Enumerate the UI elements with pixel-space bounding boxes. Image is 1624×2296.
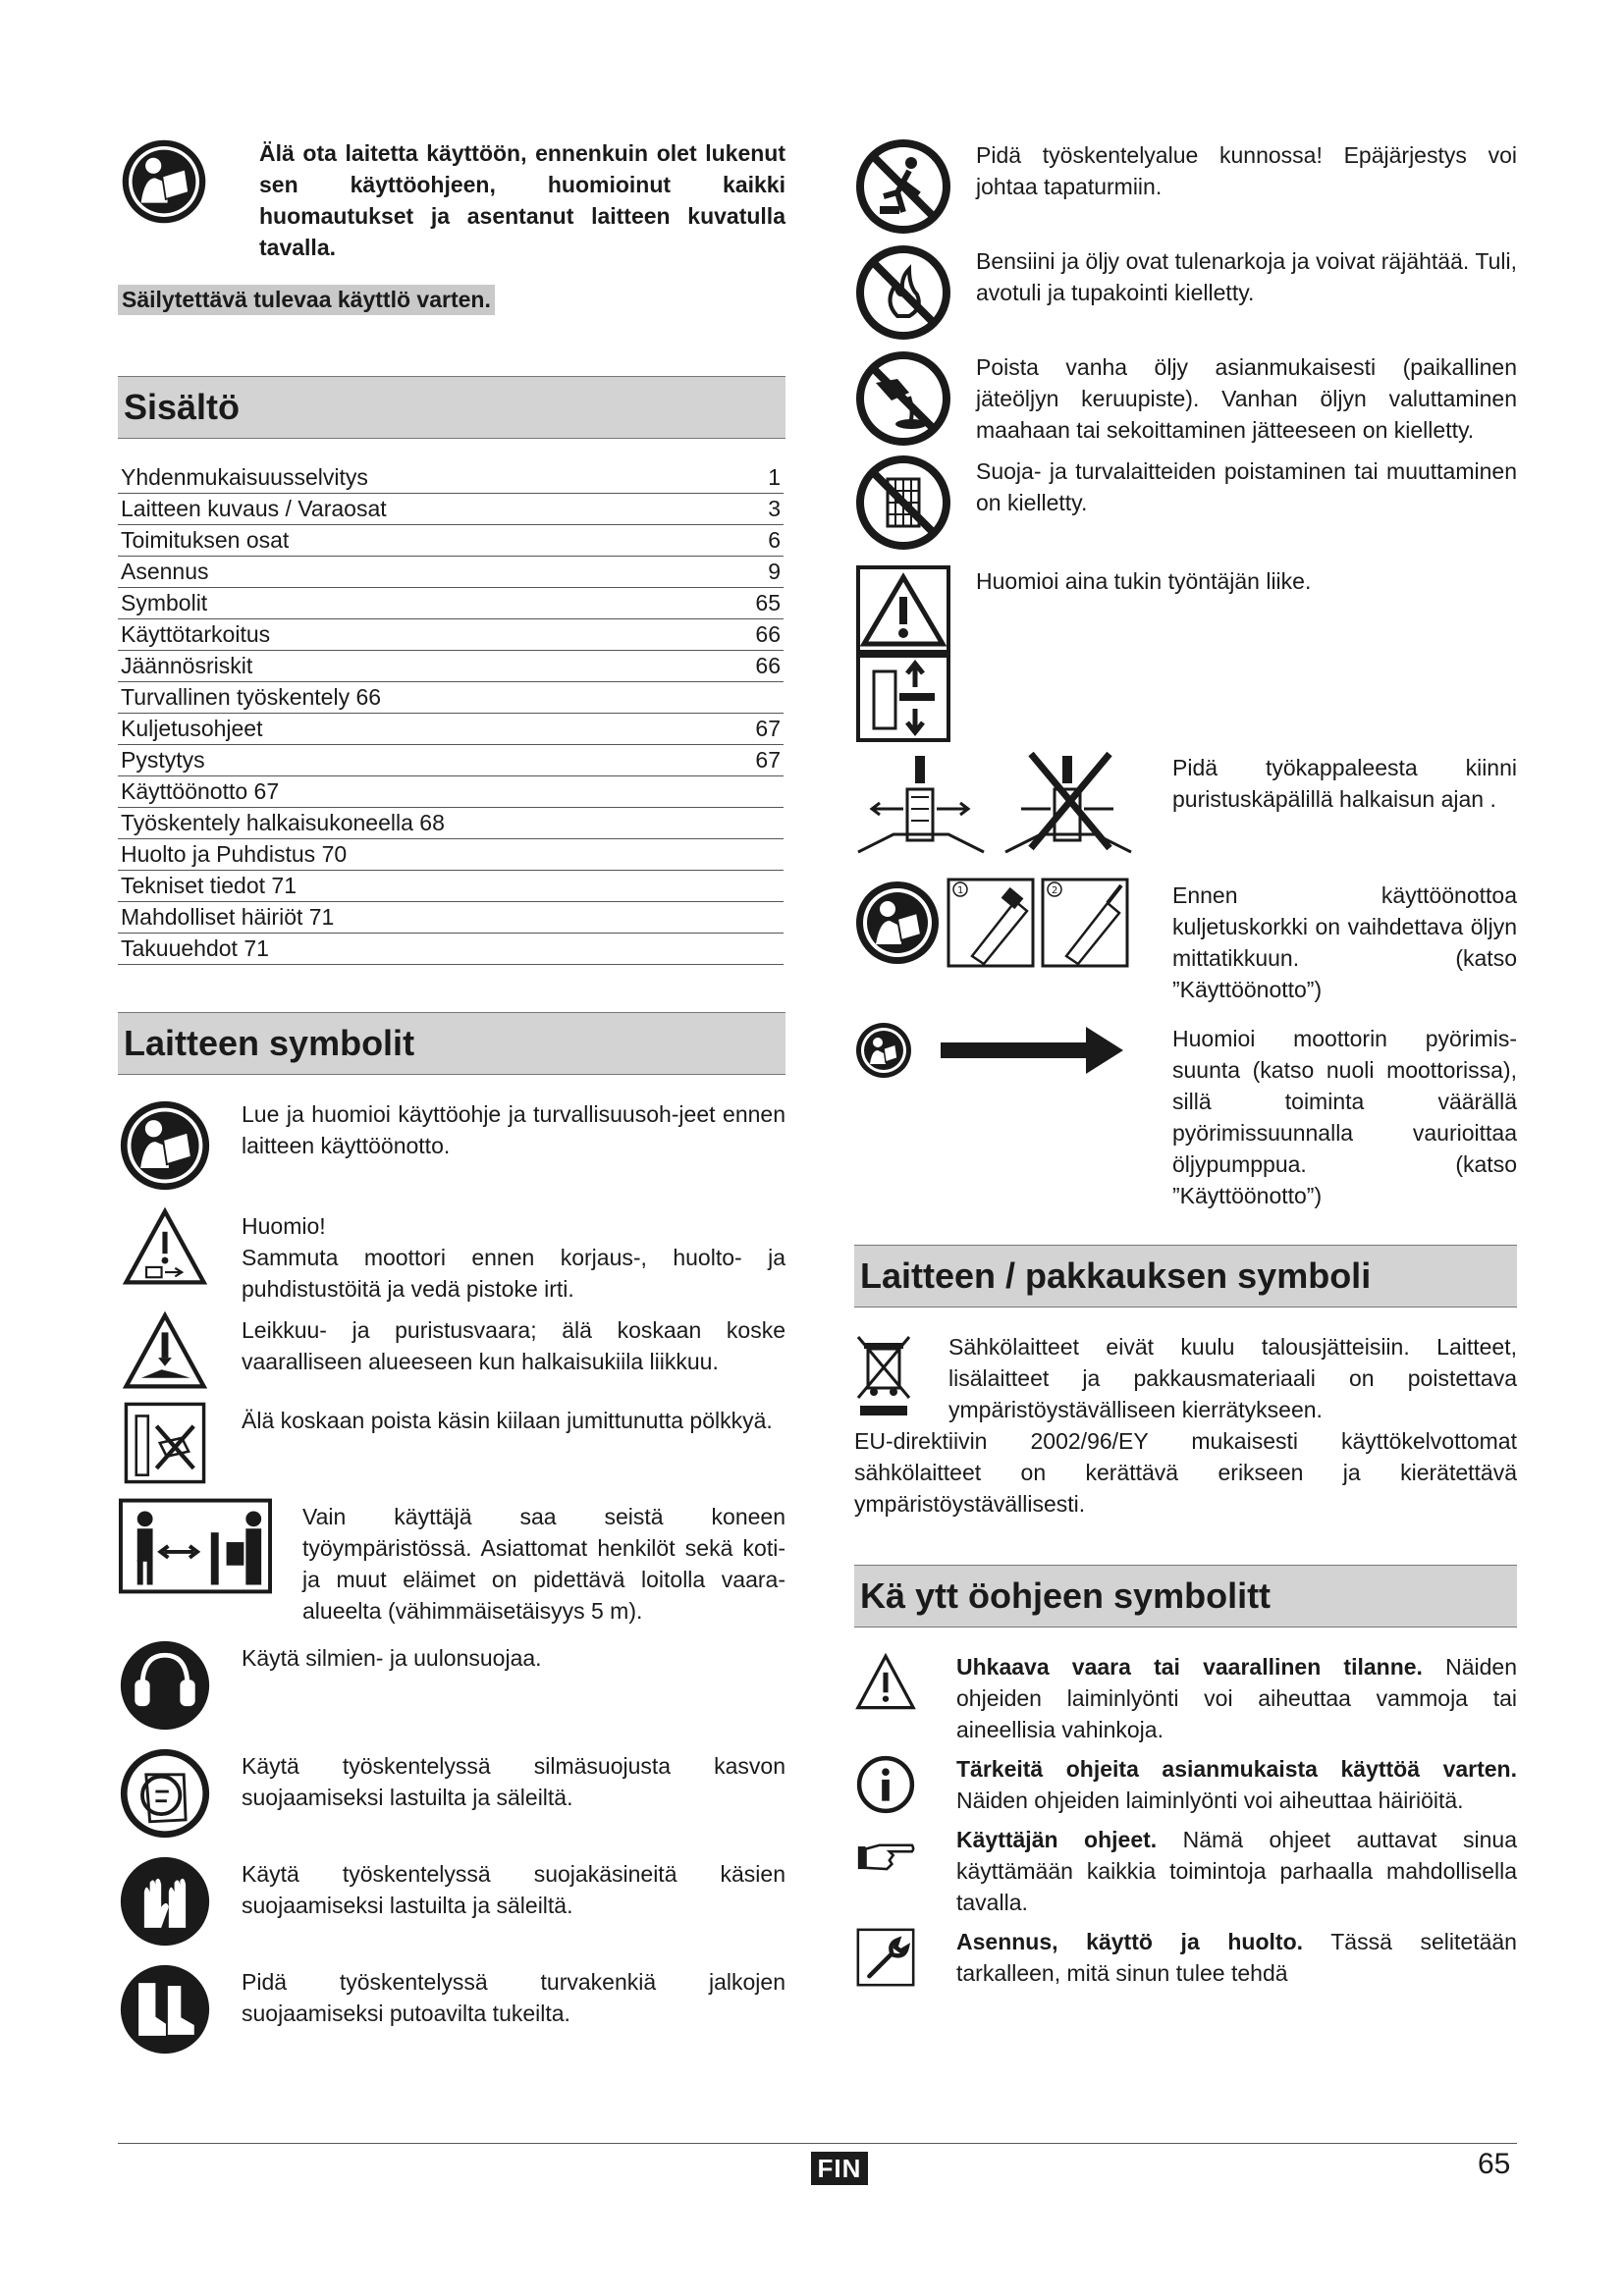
danger-icon [854,1651,917,1714]
toc-row[interactable] [118,714,784,745]
symbol-row [118,1962,785,2056]
symbol-text: Käytä työskentelyssä silmäsuojusta kasvon suojaamiseksi lastuilta ja säleiltä. [242,1753,785,1810]
toc-page: 67 [755,747,781,773]
toc-label: Huolto ja Puhdistus 70 [121,841,348,867]
toc-page: 66 [755,621,781,647]
symbol-row [118,1310,785,1395]
toc-row[interactable] [118,776,784,808]
manual-symbol-heading: Asennus, käyttö ja huolto. [956,1929,1304,1954]
symbol-row [854,563,1517,744]
toc-page: 6 [768,527,781,553]
toc-row[interactable] [118,557,784,588]
left-column [118,137,785,2056]
manual-symbols-list [854,1651,1517,1989]
toc-label: Jäännösriskit [121,653,253,678]
symbol-text: Käytä silmien- ja uulonsuojaa. [242,1645,542,1671]
no-oil-dumping-icon [854,349,952,448]
toc-row[interactable] [118,494,784,525]
manual-symbol-row [854,1926,1517,1989]
toc-row[interactable] [118,839,784,871]
no-hand-removal-icon [118,1401,212,1485]
read-manual-icon [120,137,208,226]
symbol-row [854,454,1517,552]
svg-text:1: 1 [957,885,964,896]
weee-row [854,1331,1517,1425]
symbol-text: Pidä työskentelyalue kunnossa! Epäjärjestys voi johtaa tapaturmiin. [976,142,1517,199]
symbol-text: Ennen käyttöönottoa kuljetuskorkki on vaihdettava öljyn mittatikkuun. (katso ”Käyttöönotto”) [1172,882,1517,1002]
gloves-icon [118,1854,212,1949]
svg-text:2: 2 [1052,885,1058,896]
manual-symbol-text [956,1651,1517,1745]
toc-row[interactable] [118,902,784,934]
no-tripping-icon [854,137,952,236]
toc-label: Laitteen kuvaus / Varaosat [121,496,387,521]
symbol-text: Huomio! Sammuta moottori ennen korjaus-, huolto- ja puhdistustöitä ja vedä pistoke irti. [242,1213,785,1302]
symbol-text: Bensiini ja öljy ovat tulenarkoja ja voivat räjähtää. Tuli, avotuli ja tupakointi kielletty. [976,248,1517,305]
toc-label: Kuljetusohjeet [121,716,263,741]
symbol-row [118,1401,785,1485]
toc-label: Toimituksen osat [121,527,290,553]
manual-symbol-heading: Käyttäjän ohjeet. [956,1827,1158,1852]
safety-boots-icon [118,1962,212,2056]
toc-row[interactable] [118,808,784,839]
manual-symbol-text [956,1926,1517,1989]
language-badge: FIN [811,2152,868,2185]
toc-page: 9 [768,559,781,584]
toc-page: 67 [755,716,781,741]
symbol-text: Pidä työkappaleesta kiinni puristuskäpälillä halkaisun ajan . [1172,755,1517,812]
toc-row[interactable] [118,934,784,965]
distance-icon [118,1497,273,1595]
warning-unplug-icon [118,1206,212,1291]
footer-rule [118,2143,1517,2144]
symbol-row [854,878,1517,1005]
symbol-text: Pidä työskentelyssä turvakenkiä jalkojen suojaamiseksi putoavilta tukeilta. [242,1969,785,2026]
symbol-row [854,137,1517,236]
symbol-text: Poista vanha öljy asianmukaisesti (paikallinen jäteöljyn keruupiste). Vanhan öljyn valuttaminen maahaan tai sekoittaminen jätteeseen on kielletty. [976,354,1517,443]
ear-protection-icon [118,1638,212,1733]
toc-row[interactable] [118,682,784,714]
device-symbols-list [118,1098,785,2056]
toc-page: 66 [755,653,781,678]
rotation-direction-icon [854,1021,1149,1080]
toc-row[interactable] [118,745,784,776]
manual-symbol-row [854,1651,1517,1745]
symbol-text: Käytä työskentelyssä suojakäsineitä käsien suojaamiseksi lastuilta ja säleiltä. [242,1861,785,1918]
page-number: 65 [1478,2148,1511,2180]
contents-title: Sisältö [118,376,785,439]
symbol-text: Huomioi moottorin pyörimis-suunta (katso nuoli moottorissa), sillä toiminta väärällä pyörimissuunnalla vaurioittaa öljypumppua. (katso ”Käyttöönotto”) [1172,1026,1517,1208]
manual-symbol-description: Nämä ohjeet auttavat sinua käyttämään kaikkia toimintoja parhaalla mahdollisella tavalla. [956,1827,1517,1915]
hold-workpiece-icon [854,750,1149,864]
face-shield-icon [118,1746,212,1841]
symbol-row [118,1638,785,1733]
toc-page: 65 [755,590,781,615]
manual-symbol-description: Näiden ohjeiden laiminlyönti voi aiheuttaa häiriöitä. [956,1788,1464,1813]
toc-label: Yhdenmukaisuusselvitys [121,464,368,490]
toc-label: Käyttötarkoitus [121,621,271,647]
symbol-text: Vain käyttäjä saa seistä koneen työympäristössä. Asiattomat henkilöt sekä koti- ja muut eläimet on pidettävä loitolla vaara-alueelta (vähimmäisetäisyys 5 m). [302,1504,785,1624]
symbol-row [118,1206,785,1305]
symbol-row [854,349,1517,448]
pusher-movement-icon [854,563,952,744]
manual-symbol-heading: Uhkaava vaara tai vaarallinen tilanne. [956,1654,1423,1680]
symbol-row [118,1854,785,1949]
symbol-row [854,750,1517,864]
toc-label: Työskentely halkaisukoneella 68 [121,810,445,835]
packaging-title: Laitteen / pakkauksen symboli [854,1245,1517,1308]
toc-label: Käyttöönotto 67 [121,778,280,804]
symbol-text: Huomioi aina tukin työntäjän liike. [976,568,1312,594]
no-fire-icon [854,243,952,342]
manual-symbols-title: Kä ytt öohjeen symbolitt [854,1565,1517,1628]
toc-label: Mahdolliset häiriöt 71 [121,904,335,930]
symbol-text: Älä koskaan poista käsin kiilaan jumittunutta pölkkyä. [242,1408,773,1433]
manual-symbol-text [956,1753,1517,1816]
intro-warning-text: Älä ota laitetta käyttöön, ennenkuin olet lukenut sen käyttöohjeen, huomioinut kaikki huomautukset ja asentanut laitteen kuvatulla tavalla. [259,140,785,260]
keep-note: Säilytettävä tulevaa käyttlö varten. [118,285,495,315]
manual-symbol-description: Näiden ohjeiden laiminlyönti voi aiheuttaa vammoja tai aineellisia vahinkoja. [956,1654,1517,1742]
wrench-icon [854,1926,917,1989]
symbol-row [118,1497,785,1627]
table-of-contents [118,462,784,965]
symbol-row [854,1021,1517,1211]
manual-symbol-description: Tässä selitetään tarkalleen, mitä sinun tulee tehdä [956,1929,1517,1986]
right-column [854,137,1517,1989]
toc-label: Asennus [121,559,209,584]
oil-dipstick-icon [854,878,1149,968]
toc-row[interactable] [118,525,784,557]
read-manual-icon [118,1098,212,1193]
manual-symbol-row [854,1824,1517,1918]
symbol-row [854,243,1517,342]
toc-row[interactable] [118,619,784,651]
weee-bin-icon [854,1331,913,1419]
symbol-text: Lue ja huomioi käyttöohje ja turvallisuusoh-jeet ennen laitteen käyttöönotto. [242,1101,785,1158]
device-symbols-title: Laitteen symbolit [118,1012,785,1075]
symbol-row [118,1746,785,1841]
toc-page: 3 [768,496,781,521]
weee-text: Sähkölaitteet eivät kuulu talousjätteisiin. Laitteet, lisälaitteet ja pakkausmateriaali on poistettava ympäristöystävälliseen kierrätykseen. [948,1334,1517,1422]
toc-page: 1 [768,464,781,490]
info-icon [854,1753,917,1816]
no-guard-removal-icon [854,454,952,552]
toc-row[interactable] [118,588,784,619]
toc-row[interactable] [118,462,784,494]
symbol-text: Leikkuu- ja puristusvaara; älä koskaan koske vaaralliseen alueeseen kun halkaisukiila liikkuu. [242,1317,785,1374]
crush-hazard-icon [118,1310,212,1395]
right-symbols-list [854,137,1517,1211]
toc-label: Pystytys [121,747,205,773]
symbol-row [118,1098,785,1193]
toc-row[interactable] [118,871,784,902]
toc-label: Turvallinen työskentely 66 [121,684,382,710]
manual-symbol-row [854,1753,1517,1816]
symbol-text: Suoja- ja turvalaitteiden poistaminen tai muuttaminen on kielletty. [976,458,1517,515]
manual-symbol-heading: Tärkeitä ohjeita asianmukaista käyttöä varten. [956,1756,1517,1782]
toc-label: Takuuehdot 71 [121,935,269,961]
toc-row[interactable] [118,651,784,682]
toc-label: Tekniset tiedot 71 [121,873,298,898]
manual-symbol-text [956,1824,1517,1918]
intro-warning [118,137,785,263]
eu-directive-text: EU-direktiivin 2002/96/EY mukaisesti käyttökelvottomat sähkölaitteet on kerättävä erikseen ja kierätettävä ympäristöystävällisesti. [854,1428,1517,1517]
pointing-hand-icon [854,1824,917,1887]
toc-label: Symbolit [121,590,208,615]
